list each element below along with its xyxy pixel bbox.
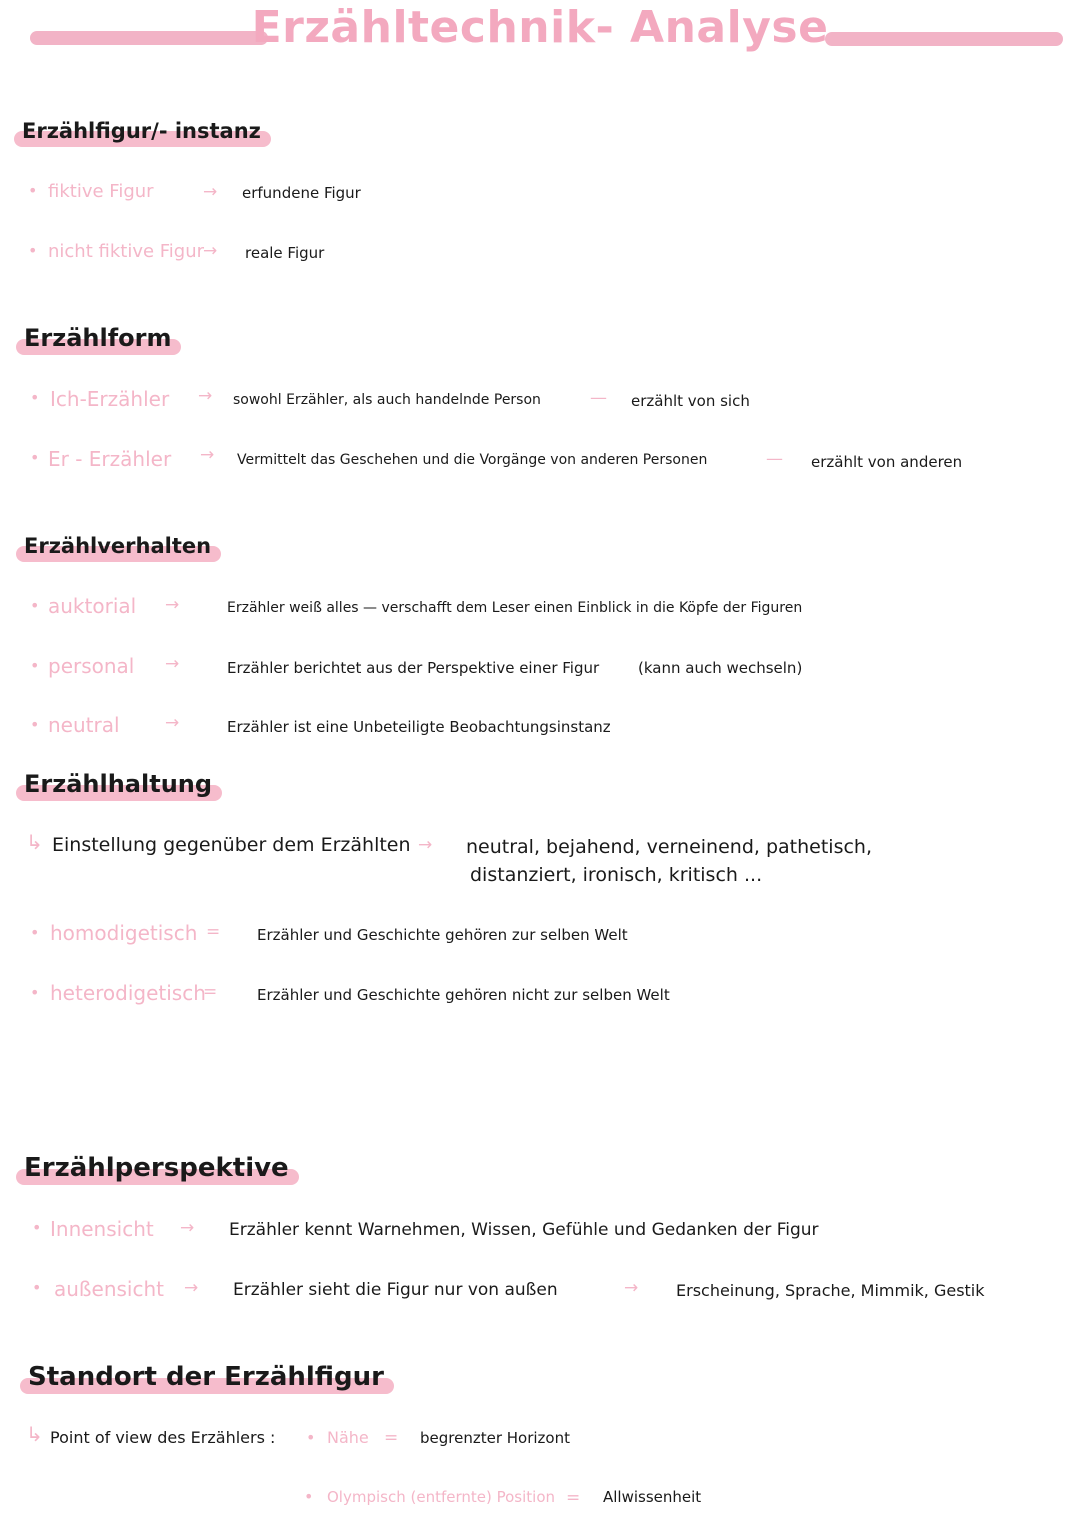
dash-separator: — [766, 449, 783, 469]
desc-heterodigetisch: Erzähler und Geschichte gehören nicht zur selben Welt [257, 986, 670, 1004]
section-heading-standort: Standort der Erzählfigur [24, 1362, 390, 1392]
desc-er-erzaehler: Vermittelt das Geschehen und die Vorgänge von anderen Personen [237, 452, 708, 468]
arrow-icon: → [184, 1278, 199, 1298]
term-fiktive-figur: fiktive Figur [48, 181, 154, 202]
term-homodigetisch: homodigetisch [50, 921, 198, 945]
note-ich-erzaehler: erzählt von sich [631, 392, 750, 410]
section-heading-erzaehlperspektive: Erzählperspektive [20, 1153, 295, 1183]
bullet-icon: • [30, 983, 40, 1002]
desc-fiktive-figur: erfundene Figur [242, 184, 361, 202]
equals-sign: = [566, 1488, 581, 1508]
term-auktorial: auktorial [48, 594, 137, 618]
standort-subtitle: Point of view des Erzählers : [50, 1428, 276, 1447]
term-personal: personal [48, 654, 135, 678]
desc-auktorial: Erzähler weiß alles — verschafft dem Leser einen Einblick in die Köpfe der Figuren [227, 600, 803, 616]
note-aussensicht: Erscheinung, Sprache, Mimmik, Gestik [676, 1281, 985, 1300]
arrow-icon: → [418, 835, 433, 855]
desc-innensicht: Erzähler kennt Warnehmen, Wissen, Gefühle und Gedanken der Figur [229, 1220, 819, 1240]
section-heading-erzaehlform: Erzählform [20, 324, 177, 352]
note-personal: (kann auch wechseln) [638, 659, 803, 677]
page-title: Erzähltechnik- Analyse [251, 2, 829, 53]
desc-personal: Erzähler berichtet aus der Perspektive einer Figur [227, 659, 600, 677]
note-er-erzaehler: erzählt von anderen [811, 453, 963, 471]
equals-sign: = [206, 922, 221, 942]
desc-aussensicht: Erzähler sieht die Figur nur von außen [233, 1280, 558, 1300]
bullet-icon: • [30, 388, 40, 407]
arrow-icon: → [200, 445, 215, 465]
bullet-icon: • [304, 1487, 314, 1506]
term-naehe: Nähe [327, 1428, 369, 1447]
arrow-icon: → [203, 182, 218, 202]
erzaehlhaltung-values-line1: neutral, bejahend, verneinend, pathetisch, [466, 836, 872, 858]
bullet-icon: • [28, 241, 38, 260]
arrow-icon: → [198, 386, 213, 406]
bullet-icon: • [306, 1428, 316, 1447]
equals-sign: = [384, 1428, 399, 1448]
equals-sign: = [203, 982, 218, 1002]
arrow-icon: → [165, 654, 180, 674]
erzaehlhaltung-values-line2: distanziert, ironisch, kritisch ... [470, 864, 763, 886]
section-heading-erzaehlfigur: Erzählfigur/- instanz [18, 119, 267, 143]
desc-neutral: Erzähler ist eine Unbeteiligte Beobachtungsinstanz [227, 718, 611, 736]
bullet-icon: • [30, 656, 40, 675]
bullet-icon: • [32, 1218, 42, 1237]
bullet-icon: • [30, 448, 40, 467]
arrow-icon: → [203, 241, 218, 261]
desc-nicht-fiktive-figur: reale Figur [245, 244, 325, 262]
bullet-icon: • [30, 715, 40, 734]
arrow-icon: → [165, 713, 180, 733]
arrow-icon: → [180, 1218, 195, 1238]
hook-arrow-icon: ↳ [26, 1422, 43, 1446]
desc-homodigetisch: Erzähler und Geschichte gehören zur selben Welt [257, 926, 628, 944]
term-er-erzaehler: Er - Erzähler [48, 447, 172, 471]
arrow-icon: → [165, 595, 180, 615]
desc-olympisch: Allwissenheit [603, 1488, 702, 1506]
bullet-icon: • [28, 181, 38, 200]
term-neutral: neutral [48, 713, 120, 737]
hook-arrow-icon: ↳ [26, 830, 43, 854]
bullet-icon: • [32, 1278, 42, 1297]
bullet-icon: • [30, 923, 40, 942]
desc-ich-erzaehler: sowohl Erzähler, als auch handelnde Person [233, 392, 541, 408]
dash-separator: — [590, 388, 607, 408]
section-heading-erzaehlverhalten: Erzählverhalten [20, 534, 217, 558]
bullet-icon: • [30, 596, 40, 615]
term-innensicht: Innensicht [50, 1217, 154, 1241]
term-aussensicht: außensicht [54, 1277, 164, 1301]
term-ich-erzaehler: Ich-Erzähler [50, 387, 170, 411]
arrow-icon: → [624, 1278, 639, 1298]
erzaehlhaltung-subtitle: Einstellung gegenüber dem Erzählten [52, 834, 411, 856]
term-olympisch: Olympisch (entfernte) Position [327, 1488, 556, 1506]
section-heading-erzaehlhaltung: Erzählhaltung [20, 770, 218, 798]
term-nicht-fiktive-figur: nicht fiktive Figur [48, 241, 205, 262]
term-heterodigetisch: heterodigetisch [50, 981, 206, 1005]
desc-naehe: begrenzter Horizont [420, 1429, 570, 1447]
